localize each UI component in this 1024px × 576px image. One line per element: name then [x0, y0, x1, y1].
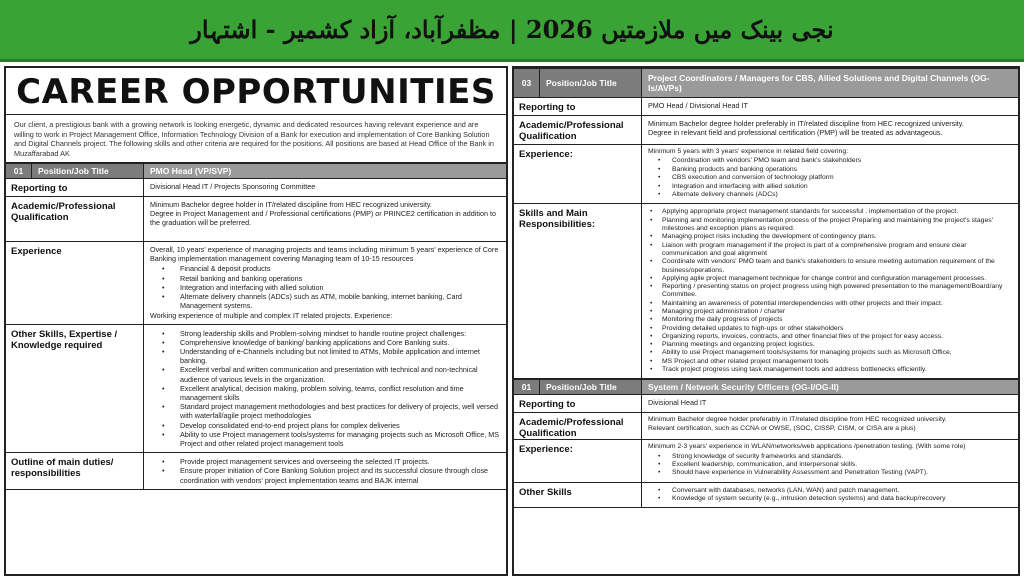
list-item: • Financial & deposit products — [150, 264, 500, 273]
academic-line: Minimum Bachelor degree holder in IT/related discipline from HEC recognized university. — [150, 200, 432, 209]
list-item: • Excellent leadership, communication, and interpersonal skills. — [648, 461, 1012, 469]
position-number: 01 — [514, 380, 540, 394]
academic-label: Academic/Professional Qualification — [514, 116, 642, 144]
list-item: • Monitoring the daily progress of projects — [648, 316, 1012, 324]
position-label: Position/Job Title — [32, 164, 144, 178]
other-skills-label: Other Skills — [514, 483, 642, 508]
reporting-label: Reporting to — [6, 179, 144, 196]
experience-value — [642, 440, 1018, 481]
duties-label: Outline of main duties/ responsibilities — [6, 453, 144, 489]
list-item: • Ability to use Project management tools/systems for managing projects such as Microsoft Office, MS Project and other related project management tools — [150, 430, 500, 448]
experience-outro: Working experience of multiple and complex IT related projects. Experience: — [150, 311, 393, 321]
position-title: Project Coordinators / Managers for CBS, Allied Solutions and Digital Channels (OG-Is/AVPs) — [642, 69, 1018, 97]
other-skills-value — [642, 483, 1018, 508]
position-label: Position/Job Title — [540, 69, 642, 97]
academic-line: Degree in relevant field and professional certification (PMP) will be treated as advantageous. — [648, 128, 943, 138]
academic-line: Degree in Project Management and / Professional certifications (PMP) or PRINCE2 certification in addition to the graduation will be preferred. — [150, 209, 496, 228]
list-item: • Coordination with vendors' PMO team and bank's stakeholders — [648, 157, 1012, 165]
list-item: • Provide project management services and overseeing the selected IT projects. — [150, 457, 500, 466]
duties-row — [6, 453, 506, 490]
position-number: 01 — [6, 164, 32, 178]
academic-value — [144, 197, 506, 241]
right-column — [512, 66, 1020, 576]
academic-row — [6, 197, 506, 242]
experience-label: Experience — [6, 242, 144, 324]
other-skills-value — [144, 325, 506, 453]
list-item: • Reporting / presenting status on project progress using high powered presentation to the management/Board/any Committee. — [648, 283, 1012, 300]
academic-line: Minimum Bachelor degree holder preferably in IT/related discipline from HEC recognized university. — [648, 119, 964, 128]
experience-intro: Overall, 10 years' experience of managing projects and teams including minimum 5 years' experience of Core Banking implementation management covering Managing team of 10-15 resources — [150, 245, 499, 264]
other-skills-list — [648, 487, 1012, 504]
position-header — [514, 379, 1018, 395]
list-item: • Alternate delivery channels (ADCs) such as ATM, mobile banking, internet banking, Card Management systems. — [150, 292, 500, 310]
job-advertisement — [0, 66, 1024, 576]
duties-list — [150, 457, 500, 485]
list-item: • Banking products and banking operations — [648, 166, 1012, 174]
list-item: • Planning meetings and organizing project logistics. — [648, 341, 1012, 349]
reporting-label: Reporting to — [514, 395, 642, 412]
list-item: • Track project progress using task management tools and address bottlenecks efficiently. — [648, 366, 1012, 374]
experience-list — [648, 453, 1012, 478]
left-column — [4, 66, 508, 576]
academic-line: Relevant certification, such as CCNA or OWSE, (SOC, CISSP, CISM, or CISA are a plus) — [648, 424, 916, 432]
list-item: • Standard project management methodologies and best practices for delivery of projects, well versed with waterfall/agile project methodologies — [150, 402, 500, 420]
experience-list — [150, 264, 500, 310]
reporting-row — [6, 179, 506, 197]
list-item: • Managing project administration / charter — [648, 308, 1012, 316]
academic-value — [642, 116, 1018, 144]
list-item: • Knowledge of system security (e.g., intrusion detection systems) and data backup/recovery — [648, 495, 1012, 503]
experience-label: Experience: — [514, 145, 642, 203]
intro-paragraph: Our client, a prestigious bank with a growing network is looking energetic, dynamic and dedicated resources having relevant experience and are willing to work in Project Management Office, Information Technology Division of a Bank for execution and implementation of Core Banking Solution and Digital Channels project. The following skills and other criteria are required for the positions. All positions are based at Head Office of the Bank in Muzaffarabad AK — [6, 115, 506, 163]
list-item: • Understanding of e-Channels including but not limited to ATMs, Mobile application and internet banking. — [150, 347, 500, 365]
list-item: • Ensure proper initiation of Core Banking Solution project and its successful closure through close coordination with vendors' project implementation teams and BAJK internal — [150, 466, 500, 484]
list-item: • Integration and interfacing with allied solution — [648, 183, 1012, 191]
list-item: • Should have experience in Vulnerability Assessment and Penetration Testing (VAPT). — [648, 469, 1012, 477]
other-skills-list — [150, 329, 500, 449]
list-item: • Organizing reports, invoices, contracts, and other financial files of the project for easy access. — [648, 333, 1012, 341]
list-item: • Develop consolidated end-to-end project plans for complex deliveries — [150, 421, 500, 430]
banner-title: نجی بینک میں ملازمتیں 2026 | مظفرآباد، آزاد کشمیر - اشتہار — [190, 15, 834, 44]
list-item: • MS Project and other related project management tools — [648, 358, 1012, 366]
list-item: • Alternate delivery channels (ADCs) — [648, 191, 1012, 199]
academic-row — [514, 413, 1018, 440]
academic-label: Academic/Professional Qualification — [6, 197, 144, 241]
skills-label: Skills and Main Responsibilities: — [514, 204, 642, 378]
experience-value — [144, 242, 506, 324]
list-item: • Strong leadership skills and Problem-solving mindset to handle routine project challenges: — [150, 329, 500, 338]
position-header — [514, 68, 1018, 98]
academic-line: Minimum Bachelor degree holder preferably in IT/related discipline from HEC recognized university. — [648, 416, 947, 424]
duties-value — [144, 453, 506, 489]
career-opportunities-title: CAREER OPPORTUNITIES — [6, 68, 506, 115]
experience-row — [514, 145, 1018, 204]
position-header — [6, 163, 506, 179]
skills-value — [642, 204, 1018, 378]
list-item: • Retail banking and banking operations — [150, 274, 500, 283]
list-item: • Maintaining an awareness of potential interdependencies with other projects and their impact. — [648, 300, 1012, 308]
list-item: • Planning and monitoring implementation process of the project Preparing and maintaining the project's stages' milestones and exception plans as required. — [648, 217, 1012, 234]
list-item: • Excellent verbal and written communication and presentation with technical and non-technical audience of various levels in the organization. — [150, 365, 500, 383]
experience-intro: Minimum 5 years with 3 years' experience in related field covering: — [648, 148, 849, 155]
list-item: • Providing detailed updates to high-ups or other stakeholders — [648, 325, 1012, 333]
reporting-value: PMO Head / Divisional Head IT — [648, 101, 748, 110]
experience-label: Experience: — [514, 440, 642, 481]
list-item: • Strong knowledge of security frameworks and standards. — [648, 453, 1012, 461]
list-item: • Liaison with program management if the project is part of a comprehensive program and ensure clear communication and goal alignment — [648, 242, 1012, 259]
reporting-value: Divisional Head IT / Projects Sponsoring Committee — [150, 182, 316, 191]
academic-row — [514, 116, 1018, 145]
academic-label: Academic/Professional Qualification — [514, 413, 642, 439]
reporting-value: Divisional Head IT — [648, 398, 707, 408]
list-item: • Ability to use Project management tools/systems for managing projects such as Microsoft Office, — [648, 349, 1012, 357]
position-label: Position/Job Title — [540, 380, 642, 394]
skills-row — [514, 204, 1018, 379]
position-title: System / Network Security Officers (OG-I/OG-II) — [642, 380, 1018, 394]
position-number: 03 — [514, 69, 540, 97]
list-item: • Comprehensive knowledge of banking/ banking applications and Core Banking suits. — [150, 338, 500, 347]
academic-value — [642, 413, 1018, 439]
list-item: • Coordinate with vendors' PMO team and bank's stakeholders to ensure meeting automation requirement of the business/operations. — [648, 258, 1012, 275]
experience-row — [6, 242, 506, 325]
list-item: • CBS execution and conversion of technology platform — [648, 174, 1012, 182]
list-item: • Conversant with databases, networks (LAN, WAN) and patch management. — [648, 487, 1012, 495]
reporting-row — [514, 98, 1018, 116]
list-item: • Excellent analytical, decision making, problem solving, teams, conflict resolution and time management skills — [150, 384, 500, 402]
header-banner — [0, 0, 1024, 62]
list-item: • Managing project risks including the development of contingency plans. — [648, 233, 1012, 241]
reporting-row — [514, 395, 1018, 413]
skills-list — [648, 208, 1012, 374]
experience-value — [642, 145, 1018, 203]
other-skills-row — [514, 483, 1018, 509]
position-title: PMO Head (VP/SVP) — [144, 164, 506, 178]
list-item: • Applying appropriate project management standards for successful . implementation of the project. — [648, 208, 1012, 216]
reporting-label: Reporting to — [514, 98, 642, 115]
list-item: • Applying agile project management technique for change control and configuration management processes. — [648, 275, 1012, 283]
experience-row — [514, 440, 1018, 482]
list-item: • Integration and interfacing with allied solution — [150, 283, 500, 292]
other-skills-label: Other Skills, Expertise / Knowledge required — [6, 325, 144, 453]
other-skills-row — [6, 325, 506, 454]
experience-intro: Minimum 2-3 years' experience in WLAN/networks/web applications /penetration testing. (With some role) — [648, 443, 966, 451]
experience-list — [648, 157, 1012, 199]
